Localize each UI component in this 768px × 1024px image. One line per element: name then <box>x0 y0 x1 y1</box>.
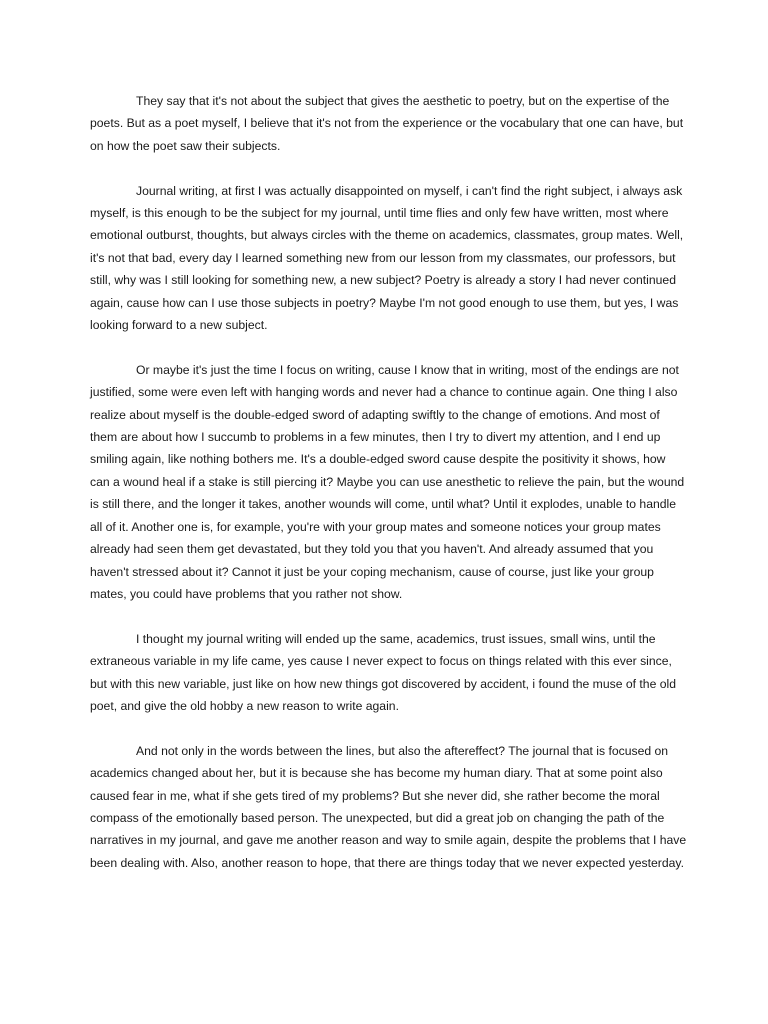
paragraph-4: I thought my journal writing will ended up the same, academics, trust issues, small wins, until the extraneous variable in my life came, yes cause I never expect to focus on things related with this ever since, but with this new variable, just like on how new things got discovered by accident, i found the muse of the old poet, and give the old hobby a new reason to write again. <box>90 631 677 713</box>
paragraph-1: They say that it's not about the subject that gives the aesthetic to poetry, but on the expertise of the poets. But as a poet myself, I believe that it's not from the experience or the vocabulary that one can have, but on how the poet saw their subjects. <box>90 94 684 153</box>
paragraph-2: Journal writing, at first I was actually disappointed on myself, i can't find the right subject, i always ask myself, is this enough to be the subject for my journal, until time flies and only few have written, most where emotional outburst, thoughts, but always circles with the theme on academics, classmates, group mates. Well, it's not that bad, every day I learned something new from our lesson from my classmates, our professors, but still, why was I still looking for something new, a new subject? Poetry is already a story I had never continued again, cause how can I use those subjects in poetry? Maybe I'm not good enough to use them, but yes, I was looking forward to a new subject. <box>90 183 684 333</box>
paragraph-3: Or maybe it's just the time I focus on writing, cause I know that in writing, most of the endings are not justified, some were even left with hanging words and never had a chance to continue again. One thing I also realize about myself is the double-edged sword of adapting swiftly to the change of emotions. And most of them are about how I succumb to problems in a few minutes, then I try to divert my attention, and I end up smiling again, like nothing bothers me. It's a double-edged sword cause despite the positivity it shows, how can a wound heal if a stake is still piercing it? Maybe you can use anesthetic to relieve the pain, but the wound is still there, and the longer it takes, another wounds will come, until what? Until it explodes, unable to handle all of it. Another one is, for example, you're with your group mates and someone notices your group mates already had seen them get devastated, but they told you that you haven't. And already assumed that you haven't stressed about it? Cannot it just be your coping mechanism, cause of course, just like your group mates, you could have problems that you rather not show. <box>90 362 685 601</box>
paragraph-5: And not only in the words between the lines, but also the aftereffect? The journal that is focused on academics changed about her, but it is because she has become my human diary. That at some point also caused fear in me, what if she gets tired of my problems? But she never did, she rather become the moral compass of the emotionally based person. The unexpected, but did a great job on changing the path of the narratives in my journal, and gave me another reason and way to smile again, despite the problems that I have been dealing with. Also, another reason to hope, that there are things today that we never expected yesterday. <box>90 743 687 870</box>
document-body <box>90 90 688 874</box>
